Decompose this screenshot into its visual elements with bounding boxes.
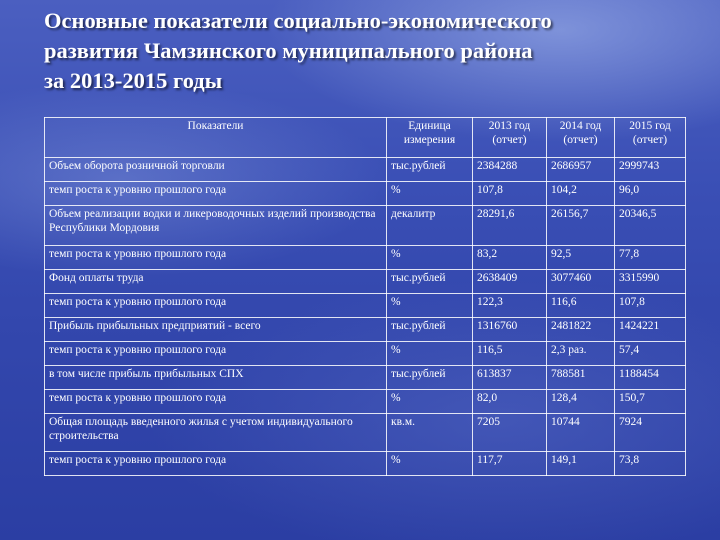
row-value-2015: 96,0 [615, 182, 686, 206]
row-value-2014: 2,3 раз. [547, 342, 615, 366]
table-row [45, 366, 686, 390]
title-line-1: Основные показатели социально-экономического [44, 8, 552, 33]
row-value-2013: 116,5 [473, 342, 547, 366]
row-value-2014: 3077460 [547, 270, 615, 294]
row-value-2013: 613837 [473, 366, 547, 390]
row-value-2015: 150,7 [615, 390, 686, 414]
row-value-2015: 1188454 [615, 366, 686, 390]
row-value-2015: 3315990 [615, 270, 686, 294]
header-row [45, 118, 686, 158]
row-value-2013: 28291,6 [473, 206, 547, 246]
row-value-2013: 2638409 [473, 270, 547, 294]
row-value-2014: 149,1 [547, 452, 615, 476]
row-value-2013: 1316760 [473, 318, 547, 342]
table-row [45, 452, 686, 476]
header-2014: 2014 год (отчет) [547, 118, 615, 158]
row-value-2014: 26156,7 [547, 206, 615, 246]
row-label: Фонд оплаты труда [45, 270, 387, 294]
indicators-table [44, 117, 686, 476]
row-label: темп роста к уровню прошлого года [45, 342, 387, 366]
row-value-2014: 10744 [547, 414, 615, 452]
row-label: темп роста к уровню прошлого года [45, 246, 387, 270]
row-value-2013: 117,7 [473, 452, 547, 476]
row-unit: % [387, 342, 473, 366]
row-label: Объем оборота розничной торговли [45, 158, 387, 182]
row-value-2015: 7924 [615, 414, 686, 452]
row-value-2015: 77,8 [615, 246, 686, 270]
page-title [44, 6, 704, 96]
row-value-2014: 2686957 [547, 158, 615, 182]
row-value-2014: 116,6 [547, 294, 615, 318]
table-row [45, 318, 686, 342]
row-value-2013: 7205 [473, 414, 547, 452]
row-unit: тыс.рублей [387, 318, 473, 342]
header-2015: 2015 год (отчет) [615, 118, 686, 158]
row-value-2015: 2999743 [615, 158, 686, 182]
row-label: Прибыль прибыльных предприятий - всего [45, 318, 387, 342]
row-unit: кв.м. [387, 414, 473, 452]
row-value-2014: 92,5 [547, 246, 615, 270]
row-label: темп роста к уровню прошлого года [45, 294, 387, 318]
table-row [45, 182, 686, 206]
row-label: темп роста к уровню прошлого года [45, 182, 387, 206]
row-value-2014: 2481822 [547, 318, 615, 342]
row-value-2014: 104,2 [547, 182, 615, 206]
header-unit: Единица измерения [387, 118, 473, 158]
row-unit: % [387, 294, 473, 318]
row-unit: декалитр [387, 206, 473, 246]
row-label: Объем реализации водки и ликероводочных изделий производства Республики Мордовия [45, 206, 387, 246]
row-value-2015: 57,4 [615, 342, 686, 366]
row-unit: тыс.рублей [387, 158, 473, 182]
row-value-2014: 128,4 [547, 390, 615, 414]
row-value-2013: 107,8 [473, 182, 547, 206]
row-unit: % [387, 390, 473, 414]
row-label: темп роста к уровню прошлого года [45, 390, 387, 414]
table-row [45, 270, 686, 294]
header-2013: 2013 год (отчет) [473, 118, 547, 158]
row-unit: % [387, 246, 473, 270]
row-value-2015: 1424221 [615, 318, 686, 342]
row-unit: тыс.рублей [387, 270, 473, 294]
row-label: темп роста к уровню прошлого года [45, 452, 387, 476]
table-row [45, 246, 686, 270]
row-value-2013: 82,0 [473, 390, 547, 414]
table-row [45, 294, 686, 318]
table-row [45, 158, 686, 182]
row-value-2014: 788581 [547, 366, 615, 390]
row-value-2013: 2384288 [473, 158, 547, 182]
row-label: в том числе прибыль прибыльных СПХ [45, 366, 387, 390]
row-value-2015: 107,8 [615, 294, 686, 318]
header-indicator: Показатели [45, 118, 387, 158]
row-unit: % [387, 182, 473, 206]
row-unit: % [387, 452, 473, 476]
row-value-2015: 20346,5 [615, 206, 686, 246]
title-line-2: развития Чамзинского муниципального района [44, 38, 533, 63]
row-value-2013: 83,2 [473, 246, 547, 270]
table-row [45, 206, 686, 246]
table-row [45, 414, 686, 452]
table-row [45, 390, 686, 414]
row-label: Общая площадь введенного жилья с учетом индивидуального строительства [45, 414, 387, 452]
row-value-2013: 122,3 [473, 294, 547, 318]
table-row [45, 342, 686, 366]
title-line-3: за 2013-2015 годы [44, 68, 223, 93]
row-value-2015: 73,8 [615, 452, 686, 476]
row-unit: тыс.рублей [387, 366, 473, 390]
